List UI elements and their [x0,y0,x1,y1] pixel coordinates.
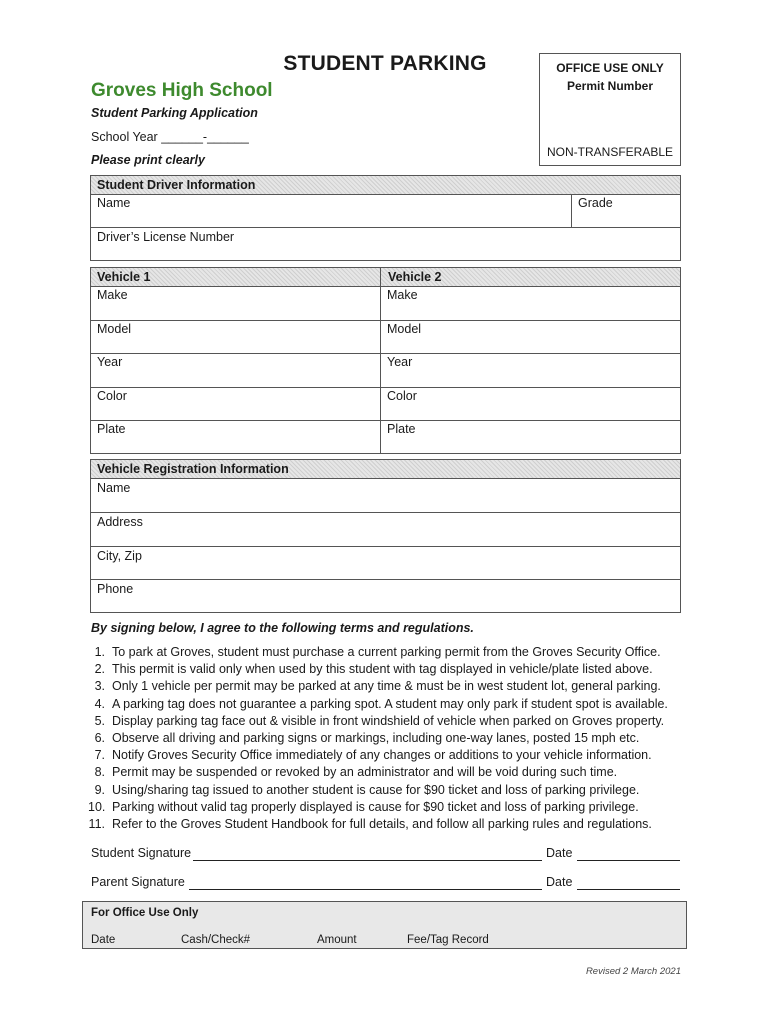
term-number: 5. [94,713,105,728]
driver-info-table [90,175,681,261]
term-item [88,799,688,816]
student-date-label: Date [546,846,573,860]
term-item [88,713,688,730]
term-text: Display parking tag face out & visible in front windshield of vehicle when parked on Groves property. [112,713,665,728]
page-title: STUDENT PARKING [283,52,487,75]
revision-note: Revised 2 March 2021 [585,966,681,977]
office-cash-label: Cash/Check# [181,934,251,946]
term-text: Only 1 vehicle per permit may be parked at any time & must be in west student lot, general parking. [112,679,661,694]
office-fee-label: Fee/Tag Record [407,934,489,946]
office-use-footer [82,901,687,949]
parent-date-line[interactable] [577,889,680,890]
office-use-label: OFFICE USE ONLY [556,61,664,75]
vehicle-1-field[interactable]: Color [97,388,127,403]
grade-field[interactable]: Grade [578,196,613,210]
registration-field[interactable]: City, Zip [97,548,142,563]
term-item [88,644,688,661]
term-item [88,661,688,678]
office-use-box [539,53,681,166]
term-text: Parking without valid tag properly displayed is cause for $90 ticket and loss of parking privilege. [112,799,639,814]
parent-date-label: Date [546,875,573,889]
vehicle-2-field[interactable]: Year [387,355,413,369]
driver-info-header [91,176,680,195]
term-item [88,730,688,747]
term-number: 10. [88,799,106,814]
term-number: 6. [94,731,105,746]
term-number: 7. [94,748,105,763]
parent-signature-line[interactable] [189,889,542,890]
term-item [88,696,688,713]
permit-number-label: Permit Number [566,79,654,93]
term-number: 11. [88,817,105,832]
student-date-line[interactable] [577,860,680,861]
term-text: To park at Groves, student must purchase a current parking permit from the Groves Security Office. [112,645,661,659]
vehicle-1-heading: Vehicle 1 [97,270,151,284]
term-text: This permit is valid only when used by this student with tag displayed in vehicle/plate listed above. [112,662,653,677]
vehicle-2-heading: Vehicle 2 [388,270,442,284]
term-text: A parking tag does not guarantee a parking spot. A student may only park if student spot is available. [112,696,668,711]
office-use-footer-heading: For Office Use Only [91,907,199,919]
term-text: Observe all driving and parking signs or markings, including one-way lanes, posted 15 mph etc. [112,731,640,746]
term-text: Permit may be suspended or revoked by an administrator and will be void during such time. [112,765,618,780]
student-signature-label: Student Signature [91,846,192,860]
term-item [88,678,688,695]
term-number: 1. [94,645,105,659]
non-transferable-label: NON-TRANSFERABLE [546,145,674,159]
registration-field[interactable]: Phone [97,582,134,597]
term-number: 4. [94,696,105,711]
office-amount-label: Amount [317,934,357,946]
school-name: Groves High School [91,80,273,101]
vehicle-2-field[interactable]: Plate [387,422,416,436]
office-date-label: Date [91,934,116,946]
term-number: 2. [94,662,105,677]
vehicle-1-field[interactable]: Model [97,321,132,336]
term-text: Using/sharing tag issued to another student is cause for $90 ticket and loss of parking privilege. [112,782,640,797]
term-number: 8. [94,765,105,780]
print-note: Please print clearly [91,153,205,167]
registration-field[interactable]: Address [97,514,143,529]
registration-field[interactable]: Name [97,481,131,495]
term-item [88,764,688,781]
application-subtitle: Student Parking Application [91,106,258,120]
term-item [88,747,688,764]
parent-signature-label: Parent Signature [91,875,185,889]
vehicle-1-field[interactable]: Plate [97,422,126,436]
vehicle-1-field[interactable]: Year [97,355,123,369]
registration-header [91,460,680,479]
student-signature-line[interactable] [193,860,542,861]
terms-heading: By signing below, I agree to the following terms and regulations. [91,621,474,635]
vehicle-2-field[interactable]: Color [387,388,417,403]
vehicle-2-field[interactable]: Make [387,288,418,302]
vehicles-header [91,268,680,287]
term-text: Notify Groves Security Office immediately of any changes or additions to your vehicle information. [112,748,652,763]
terms-list [88,644,688,833]
registration-table [90,459,681,613]
driver-name-field[interactable]: Name [97,196,131,210]
driver-info-heading: Student Driver Information [97,178,256,192]
license-number-field[interactable]: Driver’s License Number [97,230,235,244]
school-year-field[interactable]: School Year ______-______ [91,130,249,144]
registration-heading: Vehicle Registration Information [97,462,289,476]
vehicle-1-field[interactable]: Make [97,288,128,302]
term-item [88,782,688,799]
term-text: Refer to the Groves Student Handbook for full details, and follow all parking rules and regulations. [112,817,652,832]
term-number: 9. [94,782,105,797]
vehicle-2-field[interactable]: Model [387,321,422,336]
term-item [88,816,688,833]
term-number: 3. [94,679,105,694]
vehicles-table [90,267,681,454]
